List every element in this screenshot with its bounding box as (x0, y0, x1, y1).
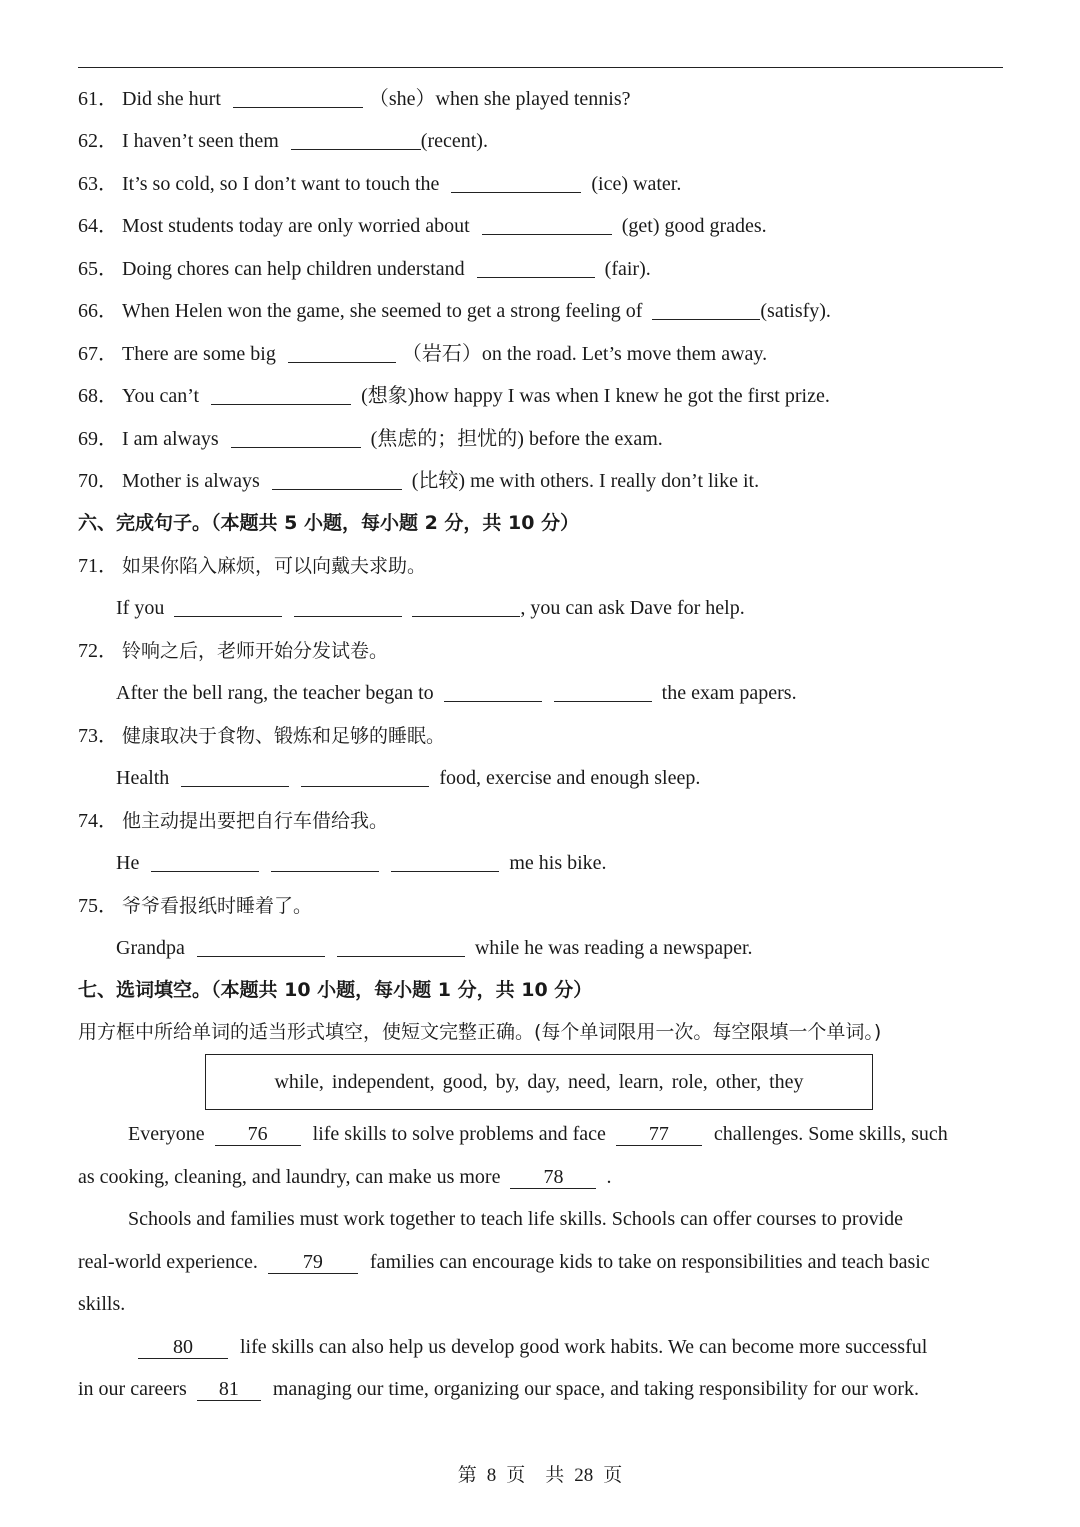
question-71-english (116, 594, 745, 622)
question-number: 64． (78, 215, 118, 237)
question-65 (78, 255, 651, 283)
passage-text: as cooking, cleaning, and laundry, can make us more (78, 1166, 501, 1188)
question-number: 69． (78, 428, 118, 450)
sentence-start: If you (116, 597, 165, 619)
sentence-start: Grandpa (116, 937, 185, 959)
question-hint: (fair). (604, 258, 651, 280)
question-number: 61． (78, 88, 118, 110)
question-number: 62． (78, 130, 118, 152)
answer-blank[interactable] (291, 129, 421, 150)
word-bank-item: day, (527, 1070, 560, 1093)
word-bank-item: while, (274, 1070, 324, 1093)
passage-blank-81[interactable]: 81 (197, 1378, 261, 1401)
section-7-heading: 七、选词填空。（本题共 10 小题，每小题 1 分，共 10 分） (78, 979, 593, 1001)
chinese-sentence: 如果你陷入麻烦，可以向戴夫求助。 (122, 555, 427, 577)
question-62 (78, 127, 488, 155)
answer-blank[interactable] (337, 936, 465, 957)
question-number: 74． (78, 810, 118, 832)
question-73-english (116, 764, 700, 792)
answer-blank[interactable] (451, 172, 581, 193)
page-number: 8 (486, 1465, 497, 1486)
answer-blank[interactable] (197, 936, 325, 957)
passage-line-7 (78, 1375, 919, 1403)
word-bank-item: need, (567, 1070, 611, 1093)
answer-blank[interactable] (233, 87, 363, 108)
question-64 (78, 212, 767, 240)
sentence-end: me his bike. (509, 852, 607, 874)
word-bank-item: learn, (618, 1070, 664, 1093)
question-hint: (satisfy). (760, 300, 831, 322)
question-number: 67． (78, 343, 118, 365)
sentence-start: He (116, 852, 140, 874)
answer-blank[interactable] (271, 851, 379, 872)
question-75-chinese (78, 892, 312, 920)
word-bank-item: by, (495, 1070, 520, 1093)
answer-blank[interactable] (294, 596, 402, 617)
passage-blank-77[interactable]: 77 (616, 1123, 702, 1146)
answer-blank[interactable] (444, 681, 542, 702)
section-6-heading: 六、完成句子。（本题共 5 小题，每小题 2 分，共 10 分） (78, 512, 580, 534)
question-hint: (比较) me with others. I really don’t like it. (411, 470, 760, 492)
question-number: 73． (78, 725, 118, 747)
total-pages: 28 (574, 1465, 594, 1486)
question-74-english (116, 849, 607, 877)
footer-text: 页 (506, 1464, 526, 1486)
answer-blank[interactable] (272, 469, 402, 490)
passage-text: challenges. Some skills, such (713, 1123, 948, 1145)
question-67 (78, 340, 767, 368)
question-71-chinese (78, 552, 426, 580)
section-7-instruction: 用方框中所给单词的适当形式填空，使短文完整正确。(每个单词限用一次。每空限填一个单词。) (78, 1021, 882, 1043)
chinese-sentence: 他主动提出要把自行车借给我。 (122, 810, 389, 832)
question-61 (78, 85, 631, 113)
passage-blank-80[interactable]: 80 (138, 1336, 228, 1359)
answer-blank[interactable] (211, 384, 351, 405)
question-72-english (116, 679, 797, 707)
answer-blank[interactable] (477, 257, 595, 278)
passage-text: life skills can also help us develop good work habits. We can become more successful (240, 1336, 928, 1358)
answer-blank[interactable] (288, 342, 396, 363)
answer-blank[interactable] (412, 596, 520, 617)
question-63 (78, 170, 681, 198)
question-hint: (ice) water. (591, 173, 682, 195)
passage-text: Schools and families must work together to teach life skills. Schools can offer courses to provide (128, 1208, 904, 1230)
answer-blank[interactable] (652, 299, 760, 320)
passage-text: real-world experience. (78, 1251, 258, 1273)
passage-text: Everyone (128, 1123, 205, 1145)
passage-text: skills. (78, 1293, 126, 1315)
question-74-chinese (78, 807, 388, 835)
passage-text: life skills to solve problems and face (312, 1123, 606, 1145)
question-number: 75． (78, 895, 118, 917)
chinese-sentence: 铃响之后，老师开始分发试卷。 (122, 640, 389, 662)
word-bank-item: role, (671, 1070, 708, 1093)
question-72-chinese (78, 637, 388, 665)
passage-text: managing our time, organizing our space, and taking responsibility for our work. (272, 1378, 919, 1400)
sentence-end: food, exercise and enough sleep. (439, 767, 701, 789)
page-footer (0, 1460, 1080, 1487)
question-73-chinese (78, 722, 445, 750)
passage-text: . (606, 1166, 612, 1188)
question-number: 70． (78, 470, 118, 492)
question-text: It’s so cold, so I don’t want to touch the (122, 173, 440, 195)
question-number: 66． (78, 300, 118, 322)
passage-line-6 (132, 1333, 927, 1361)
passage-text: families can encourage kids to take on responsibilities and teach basic (369, 1251, 930, 1273)
answer-blank[interactable] (231, 427, 361, 448)
question-hint: （岩石）on the road. Let’s move them away. (401, 343, 768, 365)
answer-blank[interactable] (482, 214, 612, 235)
question-text: When Helen won the game, she seemed to get a strong feeling of (122, 300, 643, 322)
question-number: 63． (78, 173, 118, 195)
question-text: You can’t (122, 385, 200, 407)
question-number: 71． (78, 555, 118, 577)
question-text: Mother is always (122, 470, 260, 492)
passage-blank-76[interactable]: 76 (215, 1123, 301, 1146)
question-hint: (焦虑的；担忧的) before the exam. (370, 428, 663, 450)
word-bank-item: they (769, 1070, 804, 1093)
sentence-end: , you can ask Dave for help. (520, 597, 745, 619)
word-bank-item: other, (715, 1070, 762, 1093)
sentence-start: After the bell rang, the teacher began to (116, 682, 434, 704)
question-69 (78, 425, 663, 453)
answer-blank[interactable] (174, 596, 282, 617)
question-68 (78, 382, 830, 410)
chinese-sentence: 健康取决于食物、锻炼和足够的睡眠。 (122, 725, 446, 747)
answer-blank[interactable] (554, 681, 652, 702)
footer-text: 第 (457, 1464, 477, 1486)
question-text: There are some big (122, 343, 276, 365)
question-66 (78, 297, 831, 325)
chinese-sentence: 爷爷看报纸时睡着了。 (122, 895, 313, 917)
footer-text: 共 (545, 1464, 565, 1486)
passage-text: in our careers (78, 1378, 187, 1400)
passage-line-4 (78, 1248, 930, 1276)
question-number: 72． (78, 640, 118, 662)
question-hint: (get) good grades. (621, 215, 767, 237)
passage-line-2 (78, 1163, 611, 1191)
footer-text: 页 (603, 1464, 623, 1486)
question-text: Doing chores can help children understand (122, 258, 465, 280)
top-rule (78, 67, 1003, 68)
question-text: I haven’t seen them (122, 130, 279, 152)
word-bank-item: good, (442, 1070, 488, 1093)
question-number: 65． (78, 258, 118, 280)
sentence-end: the exam papers. (661, 682, 797, 704)
question-hint: (想象)how happy I was when I knew he got the first prize. (361, 385, 830, 407)
question-hint: （she）when she played tennis? (368, 88, 631, 110)
passage-line-3 (128, 1205, 903, 1233)
answer-blank[interactable] (391, 851, 499, 872)
passage-blank-79[interactable]: 79 (268, 1251, 358, 1274)
question-70 (78, 467, 759, 495)
question-75-english (116, 934, 753, 962)
word-bank-box (205, 1054, 873, 1110)
question-text: Did she hurt (122, 88, 221, 110)
answer-blank[interactable] (151, 851, 259, 872)
question-text: I am always (122, 428, 219, 450)
question-text: Most students today are only worried about (122, 215, 470, 237)
passage-line-5 (78, 1290, 125, 1318)
question-number: 68． (78, 385, 118, 407)
passage-line-1 (128, 1120, 948, 1148)
passage-blank-78[interactable]: 78 (510, 1166, 596, 1189)
question-hint: (recent). (420, 130, 488, 152)
answer-blank[interactable] (181, 766, 289, 787)
answer-blank[interactable] (301, 766, 429, 787)
word-bank-item: independent, (331, 1070, 435, 1093)
sentence-start: Health (116, 767, 170, 789)
sentence-end: while he was reading a newspaper. (474, 937, 753, 959)
